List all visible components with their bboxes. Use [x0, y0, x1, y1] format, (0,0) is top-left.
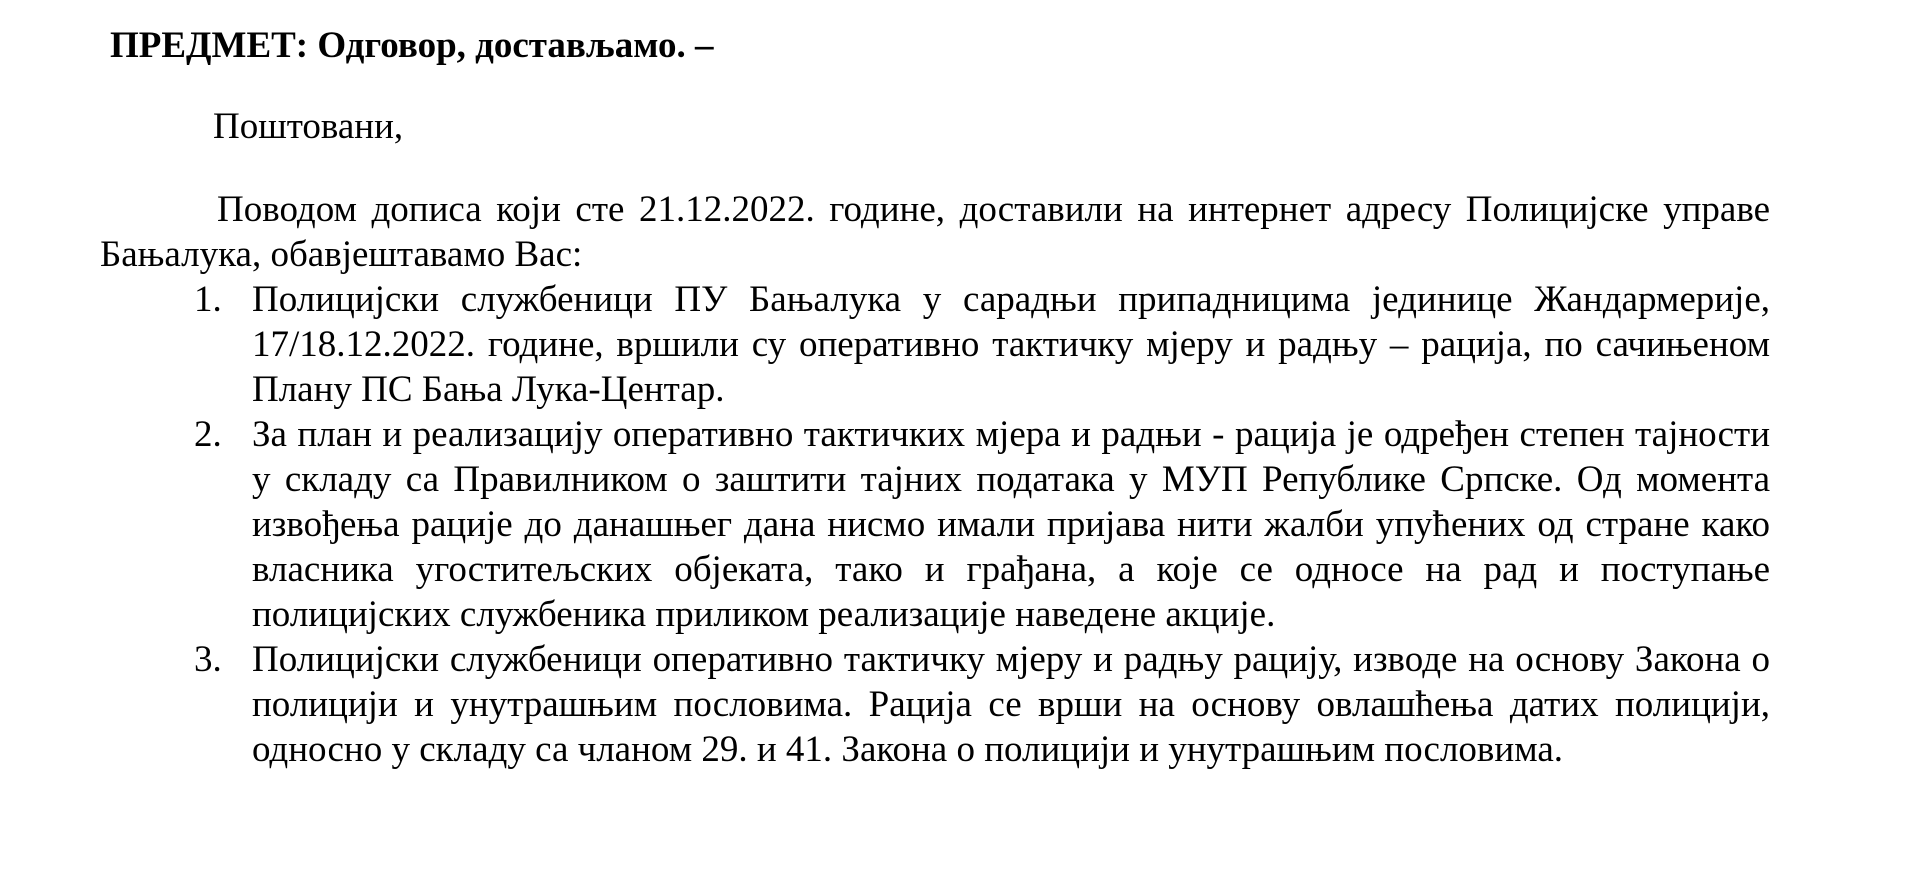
list-item-number: 1.: [194, 279, 222, 320]
subject-line: ПРЕДМЕТ: Одговор, достављамо. –: [110, 25, 714, 66]
salutation: Поштовани,: [213, 106, 404, 147]
list-item: [194, 277, 1770, 412]
intro-paragraph: Поводом дописа који сте 21.12.2022. године, доставили на интернет адресу Полицијске управе Бањалука, обавјештавамо Вас:: [100, 189, 1770, 275]
list-item-text: Полицијски службеници оперативно тактичку мјеру и радњу рацију, изводе на основу Закона о полицији и унутрашњим пословима. Рација се врши на основу овлашћења датих полицији, односно у складу са чланом 29. и 41. Закона о полицији и унутрашњим пословима.: [252, 639, 1770, 770]
list-item: [194, 412, 1770, 637]
list-item-number: 2.: [194, 414, 222, 455]
list-item: [194, 637, 1770, 772]
numbered-list: [194, 277, 1770, 772]
list-item-number: 3.: [194, 639, 222, 680]
list-item-text: За план и реализацију оперативно тактичких мјера и радњи - рација је одређен степен тајности у складу са Правилником о заштити тајних података у МУП Републике Српске. Од момента извођења рације до данашњег дана нисмо имали пријава нити жалби упућених од стране како власника угоститељских објеката, тако и грађана, а које се односе на рад и поступање полицијских службеника приликом реализације наведене акције.: [252, 414, 1770, 635]
list-item-text: Полицијски службеници ПУ Бањалука у сарадњи припадницима јединице Жандармерије, 17/18.12.2022. године, вршили су оперативно тактичку мјеру и радњу – рација, по сачињеном Плану ПС Бања Лука-Центар.: [252, 279, 1770, 410]
